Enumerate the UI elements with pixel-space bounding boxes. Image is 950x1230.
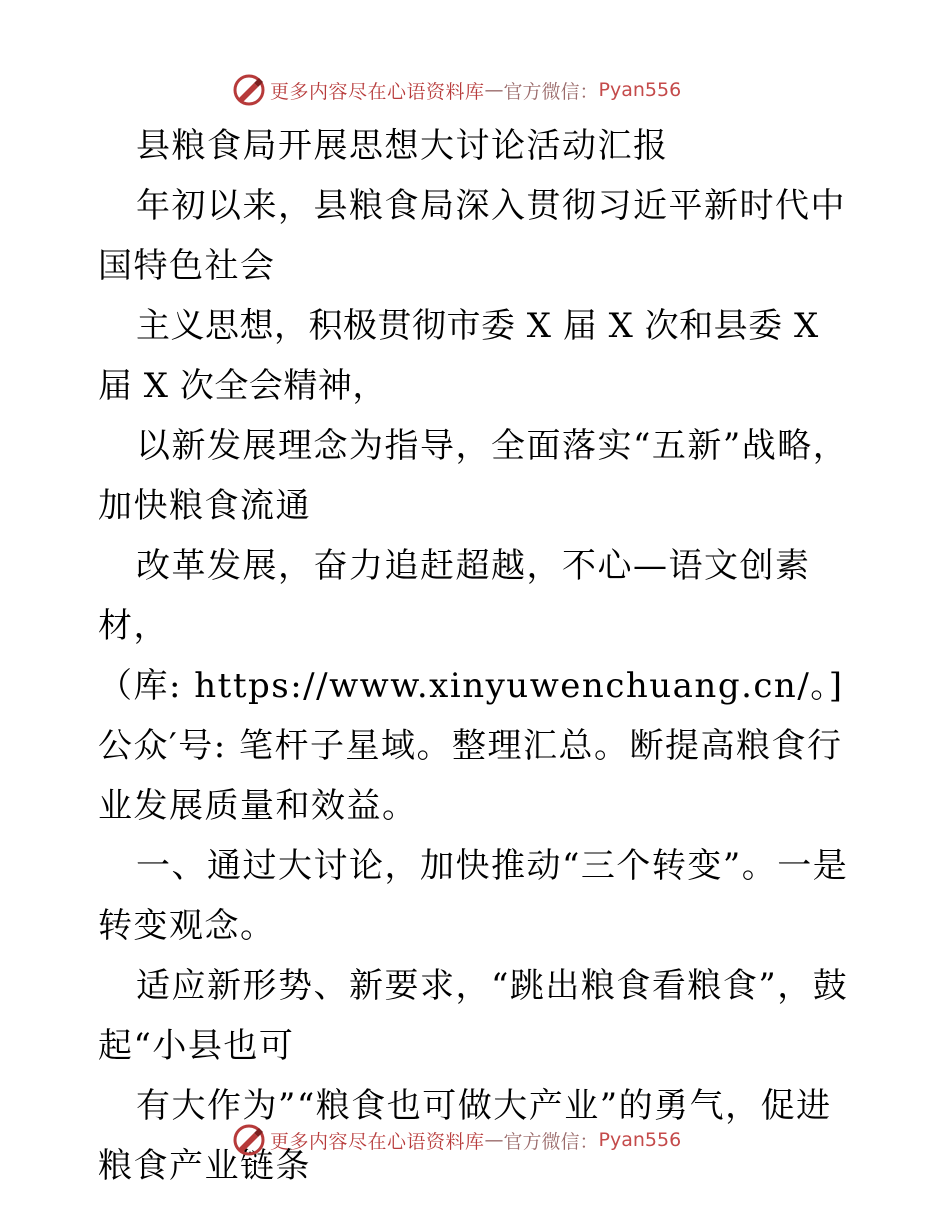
pen-logo-icon — [232, 1123, 266, 1157]
banner-main-text: 更多内容尽在心语资料库 — [270, 80, 485, 103]
paragraph: 以新发展理念为指导，全面落实“五新”战略，加快粮食流通 — [98, 426, 849, 526]
pen-logo-icon — [232, 73, 266, 107]
paragraph: 一、通过大讨论，加快推动“三个转变”。一是转变观念。 — [98, 846, 849, 946]
banner-wechat-label: 官方微信： — [503, 80, 599, 103]
header-banner — [232, 72, 681, 108]
paragraph: 改革发展，奋力追赶超越，不心—语文创素材， — [98, 546, 811, 646]
banner-wechat-id: Pyan556 — [598, 79, 682, 101]
banner-wechat-id: Pyan556 — [598, 1129, 682, 1151]
banner-wechat-label: 官方微信： — [503, 1130, 599, 1153]
paragraph-url-notice: （库: https://www.xinyuwenchuang.cn/。]公众′号: 笔杆子星域。整理汇总。断提高粮食行业发展质量和效益。 — [98, 666, 844, 826]
footer-banner — [232, 1122, 681, 1158]
paragraph: 主义思想，积极贯彻市委 X 届 X 次和县委 X 届 X 次全会精神， — [98, 306, 830, 406]
paragraph: 有大作为”“粮食也可做大产业”的勇气，促进粮食产业链条 — [98, 1086, 832, 1186]
banner-separator: — — [484, 1129, 504, 1151]
banner-separator: — — [484, 79, 504, 101]
document-title: 县粮食局开展思想大讨论活动汇报 — [136, 126, 669, 166]
paragraph: 年初以来，县粮食局深入贯彻习近平新时代中国特色社会 — [98, 186, 846, 286]
document-body — [98, 116, 858, 1196]
banner-main-text: 更多内容尽在心语资料库 — [270, 1130, 485, 1153]
paragraph: 适应新形势、新要求，“跳出粮食看粮食”，鼓起“小县也可 — [98, 966, 849, 1066]
